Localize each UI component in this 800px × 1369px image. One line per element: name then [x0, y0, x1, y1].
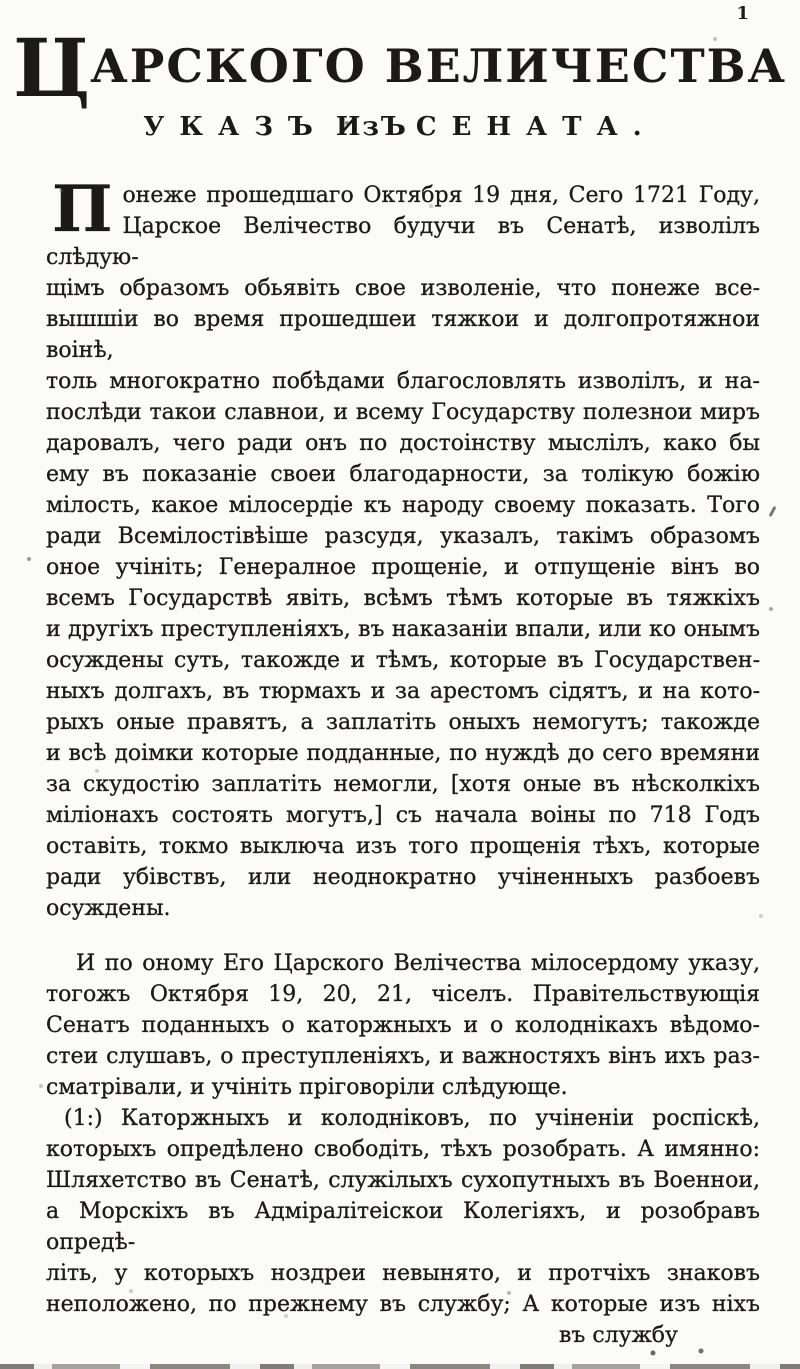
text-line: неположено, по прежнему въ службу; А которые изъ ніхъ	[46, 1292, 760, 1317]
text-line: тогожъ Октября 19, 20, 21, чіселъ. Правітельствующія	[46, 982, 760, 1007]
paragraph-2	[46, 948, 760, 1103]
text-line: за скудостію заплатіть немогли, [хотя оные въ нѣсколкіхъ	[46, 772, 760, 797]
text-line: мілость, какое мілосердіе къ народу своему показать. Того	[46, 493, 760, 518]
scan-speckles	[0, 0, 2, 2]
catchword: въ службу	[558, 1323, 678, 1348]
subtitle-word-iz: ИзЪ	[335, 112, 408, 142]
text-line: ему въ показаніе своеи благодарности, за толікую божію	[46, 462, 760, 487]
text-line: Царское Велічество будучи въ Сенатѣ, изволілъ слѣдую-	[46, 214, 760, 270]
subtitle-word-ukaz: УКАЗЪ	[143, 112, 328, 142]
text-line: всемъ Государствѣ явіть, всѣмъ тѣмъ которые въ тяжкіхъ	[46, 586, 760, 611]
text-line: и всѣ доімки которые подданные, по нуждѣ до сего времяни	[46, 741, 760, 766]
dropcap-initial: П	[52, 172, 113, 247]
text-line: Шляхетство въ Сенатѣ, служілыхъ сухопутныхъ въ Военнои,	[46, 1168, 760, 1193]
title-initial-letter: Ц	[12, 21, 91, 115]
text-line: послѣди такои славнои, и всему Государству полезнои миръ	[46, 400, 760, 425]
text-line: ради Всемілостівѣіше разсудя, указалъ, такімъ образомъ	[46, 524, 760, 549]
page-number: 1	[736, 3, 750, 24]
text-line: ради убівствъ, или неоднократно учіненныхъ разбоевъ	[46, 865, 760, 890]
text-line: Сенатъ поданныхъ о каторжныхъ и о колоднікахъ вѣдомо-	[46, 1013, 760, 1038]
text-line: оное учініть; Генералное прощеніе, и отпущеніе вінъ во	[46, 555, 760, 580]
document-header	[0, 0, 800, 144]
text-line: сматрівали, и учініть пріговоріли слѣдующе.	[46, 1075, 568, 1100]
text-line: рыхъ оные правятъ, а заплатіть оныхъ немогутъ; такожде	[46, 710, 760, 735]
text-line: (1:) Каторжныхъ и колодніковъ, по учіненіи роспіскѣ,	[64, 1106, 760, 1131]
text-line: даровалъ, чего ради онъ по достоінству мыслілъ, како бы	[46, 431, 760, 456]
paragraph-1-lines	[46, 172, 760, 924]
text-line: и другіхъ преступленіяхъ, въ наказаніи впали, или ко онымъ	[46, 617, 760, 642]
paragraph-3	[46, 1103, 760, 1320]
text-line: щімъ образомъ обьявіть свое изволеніе, что понеже все-	[46, 276, 760, 301]
scan-edge-artifact	[0, 1364, 800, 1369]
text-line: міліонахъ состоять могутъ,] съ начала воіны по 718 Годъ	[46, 803, 760, 828]
title-text: АРСКОГО ВЕЛИЧЕСТВА	[90, 39, 788, 93]
document-title	[0, 21, 800, 115]
document-subtitle	[0, 110, 800, 144]
text-line: толь многократно побѣдами благословлять изволілъ, и на-	[46, 369, 760, 394]
text-line: осуждены суть, такожде и тѣмъ, которые въ Государствен-	[46, 648, 760, 673]
subtitle-word-senata: СЕНАТА.	[415, 112, 657, 142]
text-line: а Морскіхъ въ Адміралітеіскои Колегіяхъ, и розобравъ опредѣ-	[46, 1199, 760, 1255]
document-body	[0, 144, 800, 1352]
text-line: ныхъ долгахъ, въ тюрмахъ и за арестомъ сідятъ, и на кото-	[46, 679, 760, 704]
text-line: вышшіи во время прошедшеи тяжкои и долгопротяжнои воінѣ,	[46, 307, 760, 363]
text-line: И по оному Его Царского Велічества мілосердому указу,	[76, 951, 760, 976]
text-line: оставіть, токмо выключа изъ того прощенія тѣхъ, которые	[46, 834, 760, 859]
paragraph-1	[46, 172, 760, 924]
text-line: которыхъ опредѣлено свободіть, тѣхъ розобрать. А имянно:	[46, 1137, 760, 1162]
text-line: онеже прошедшаго Октября 19 дня, Сего 1721 Году,	[122, 183, 760, 208]
text-line: стеи слушавъ, о преступленіяхъ, и важностяхъ вінъ ихъ раз-	[46, 1044, 760, 1069]
text-line: літь, у которыхъ ноздреи невынято, и протчіхъ знаковъ	[46, 1261, 760, 1286]
text-line: осуждены.	[46, 896, 171, 921]
